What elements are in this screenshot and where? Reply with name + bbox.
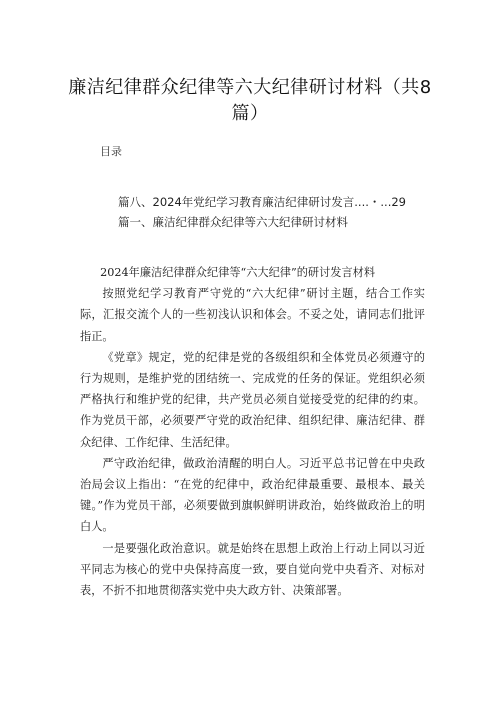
paragraph: 一是要强化政治意识。就是始终在思想上政治上行动上同以习近平同志为核心的党中央保持高度一致，要自觉向党中央看齐、对标对表，不折不扣地贯彻落实党中央大政方针、决策部署。 (80, 541, 425, 598)
document-body (80, 262, 425, 601)
toc-entry[interactable]: 篇一、廉洁纪律群众纪律等六大纪律研讨材料 (118, 215, 348, 229)
paragraph: 《党章》规定，党的纪律是党的各级组织和全体党员必须遵守的行为规则，是维护党的团结统一、完成党的任务的保证。党组织必须严格执行和维护党的纪律，共产党员必须自觉接受党的纪律的约束。作为党员干部，必须要严守党的政治纪律、组织纪律、廉洁纪律、群众纪律、工作纪律、生活纪律。 (80, 350, 425, 449)
document-title: 廉洁纪律群众纪律等六大纪律研讨材料（共8篇） (68, 77, 432, 124)
section-heading: 2024年廉洁纪律群众纪律等“六大纪律”的研讨发言材料 (100, 266, 376, 279)
toc-entry[interactable]: 篇八、2024年党纪学习教育廉洁纪律研讨发言....・...29 (118, 195, 406, 209)
paragraph: 严守政治纪律，做政治清醒的明白人。习近平总书记曾在中央政治局会议上指出：“在党的纪律中，政治纪律最重要、最根本、最关键。”作为党员干部，必须要做到旗帜鲜明讲政治，始终做政治上的明白人。 (80, 456, 425, 534)
toc-label: 目录 (100, 145, 122, 158)
paragraph: 按照党纪学习教育严守党的“六大纪律”研讨主题，结合工作实际，汇报交流个人的一些初浅认识和体会。不妥之处，请同志们批评指正。 (80, 287, 425, 343)
